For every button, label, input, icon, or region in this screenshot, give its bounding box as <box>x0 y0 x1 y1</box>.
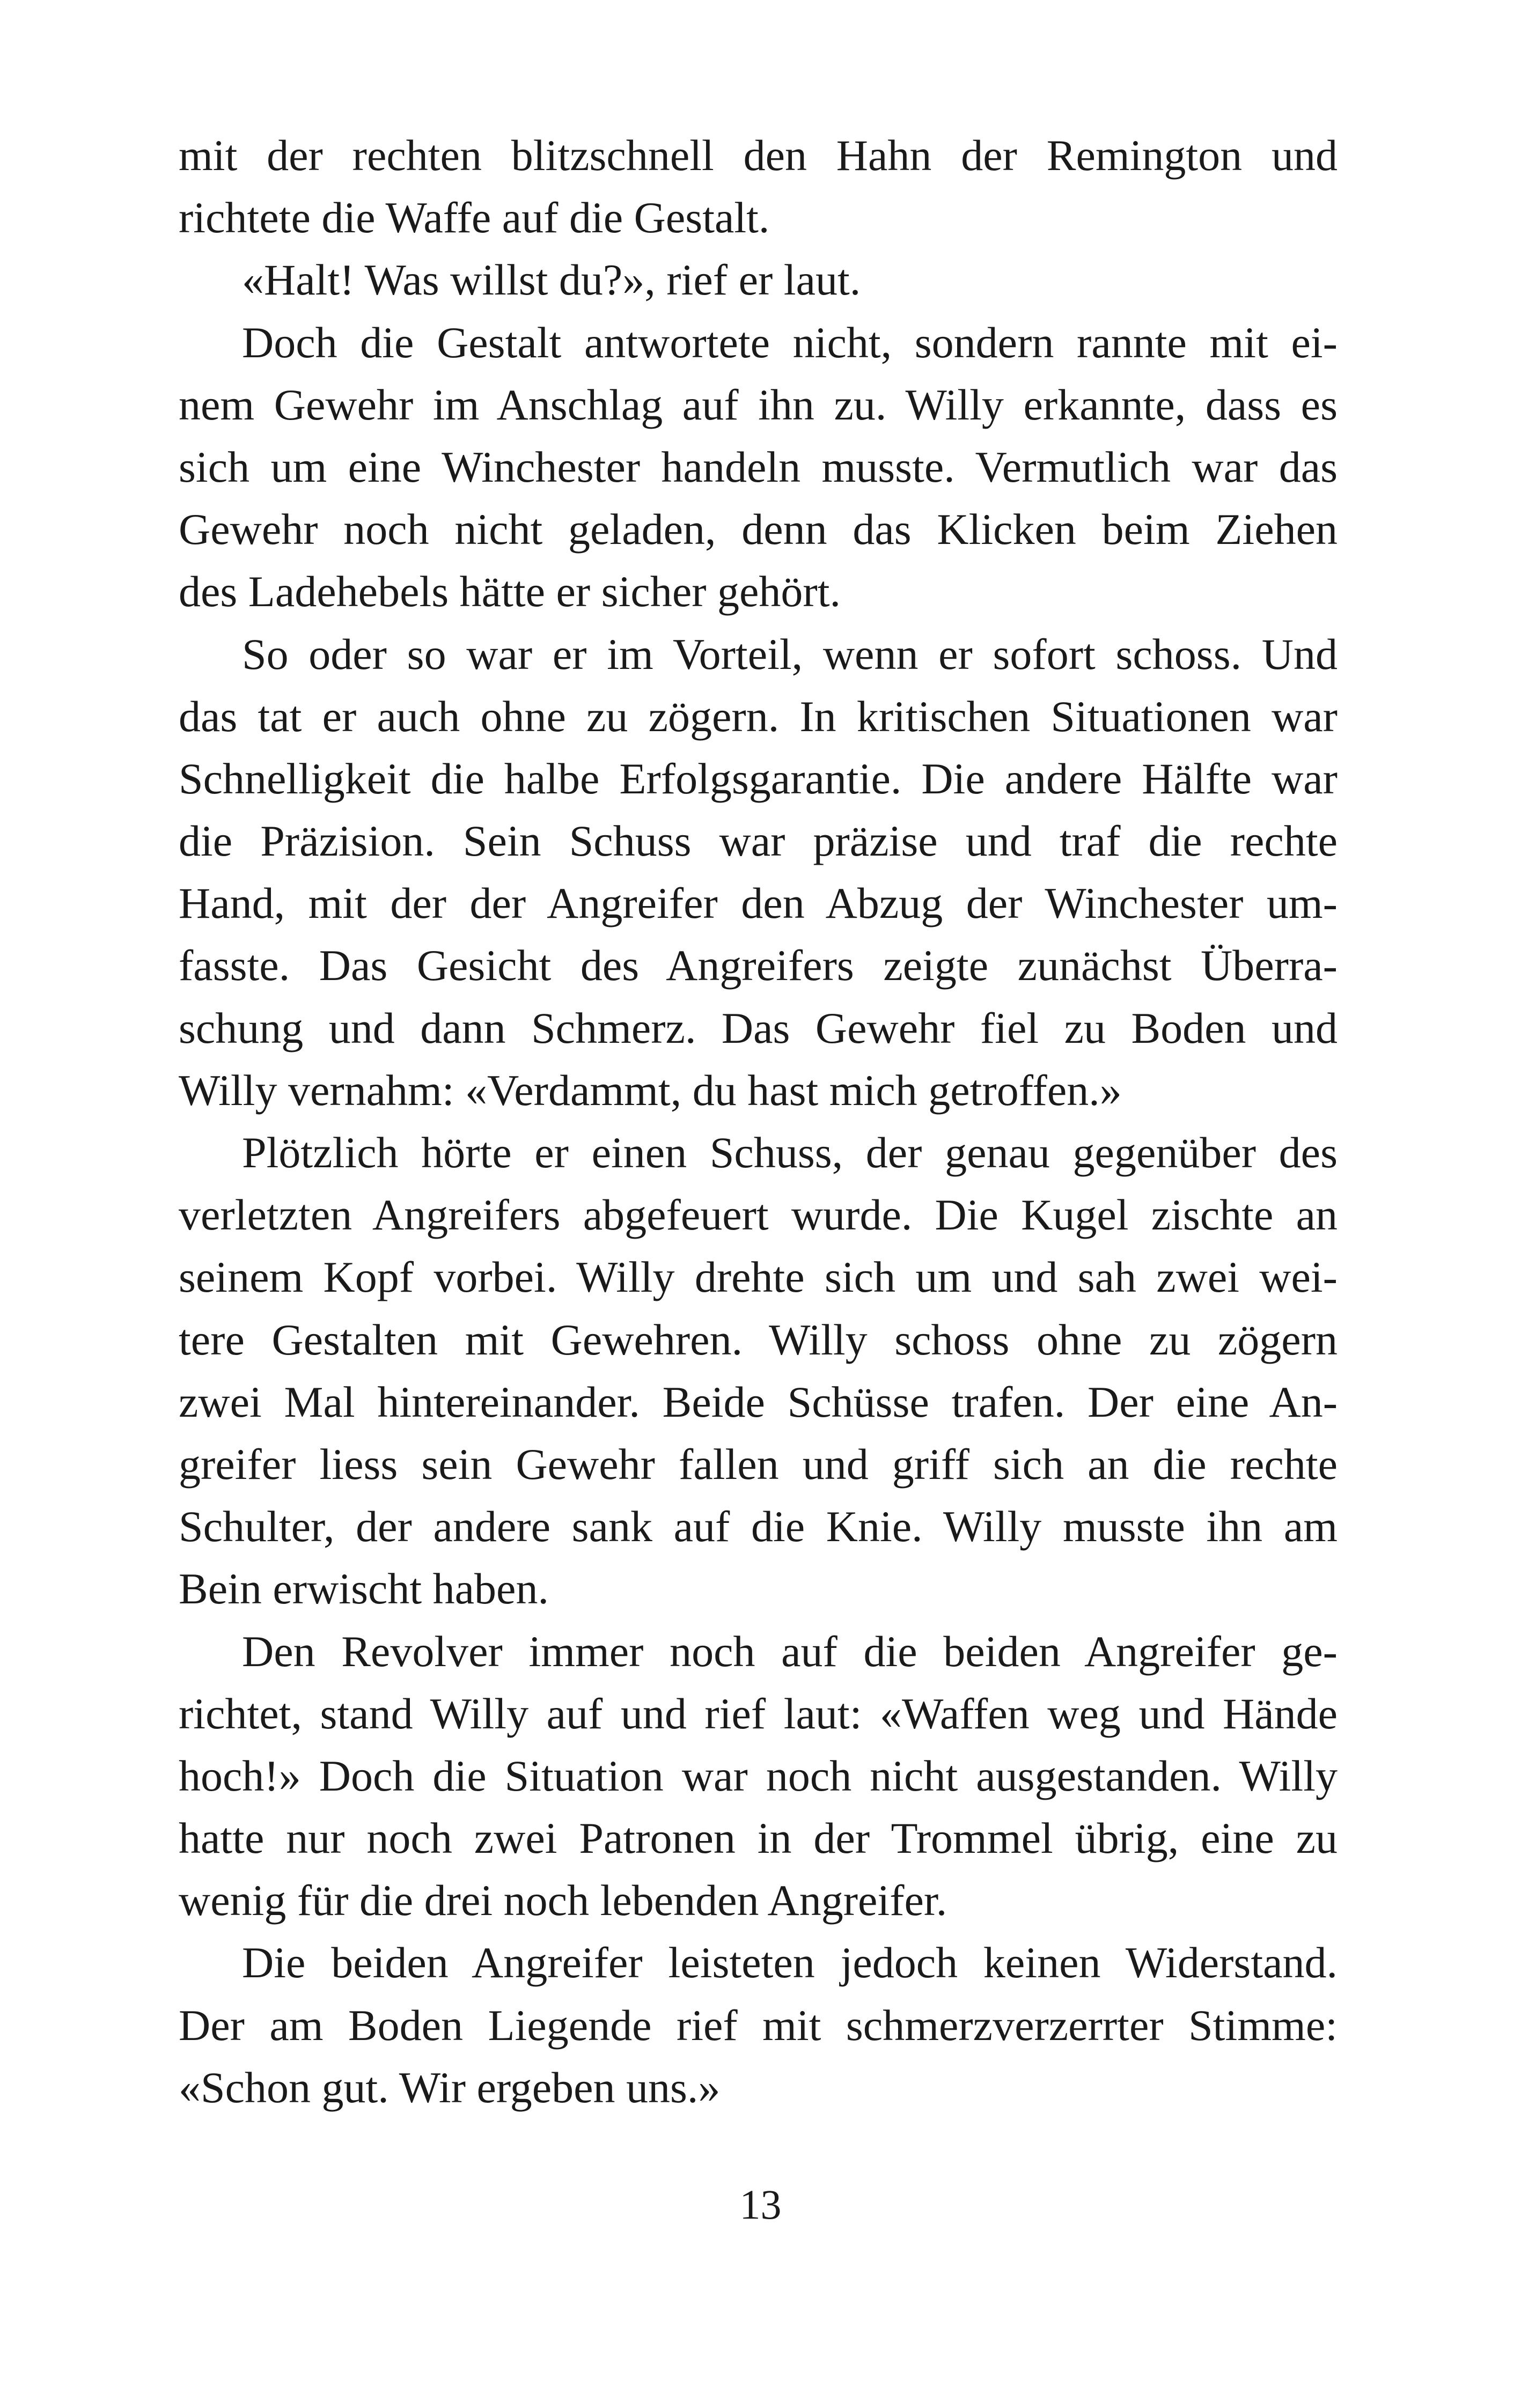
paragraph <box>179 1621 1338 1932</box>
text-line: Hand, mit der der Angreifer den Abzug der Winchester um- <box>179 879 1338 928</box>
text-line: Willy vernahm: «Verdammt, du hast mich getroffen.» <box>179 1065 1122 1115</box>
paragraph <box>179 312 1338 623</box>
text-line: greifer liess sein Gewehr fallen und griff sich an die rechte <box>179 1439 1338 1489</box>
paragraph <box>179 1932 1338 2119</box>
text-line: die Präzision. Sein Schuss war präzise und traf die rechte <box>179 816 1338 866</box>
text-line: Schnelligkeit die halbe Erfolgsgarantie. Die andere Hälfte war <box>179 754 1338 803</box>
page-number: 13 <box>739 2181 782 2228</box>
paragraph <box>179 124 1338 249</box>
text-line: seinem Kopf vorbei. Willy drehte sich um und sah zwei wei- <box>179 1253 1338 1302</box>
text-line: Doch die Gestalt antwortete nicht, sondern rannte mit ei- <box>242 318 1338 367</box>
text-line: Der am Boden Liegende rief mit schmerzverzerrter Stimme: <box>179 2000 1338 2050</box>
text-line: Bein erwischt haben. <box>179 1564 549 1614</box>
body-text <box>179 124 1338 2119</box>
text-line: Die beiden Angreifer leisteten jedoch keinen Widerstand. <box>242 1938 1338 1987</box>
text-line: hatte nur noch zwei Patronen in der Trommel übrig, eine zu <box>179 1814 1338 1863</box>
text-line: des Ladehebels hätte er sicher gehört. <box>179 567 841 616</box>
text-line: So oder so war er im Vorteil, wenn er sofort schoss. Und <box>242 629 1338 679</box>
text-line: das tat er auch ohne zu zögern. In kritischen Situationen war <box>179 691 1338 741</box>
paragraph <box>179 1122 1338 1621</box>
text-line: fasste. Das Gesicht des Angreifers zeigte zunächst Überra- <box>179 941 1338 990</box>
text-line: Plötzlich hörte er einen Schuss, der genau gegenüber des <box>242 1128 1338 1177</box>
text-line: zwei Mal hintereinander. Beide Schüsse trafen. Der eine An- <box>179 1377 1338 1426</box>
text-line: schung und dann Schmerz. Das Gewehr fiel zu Boden und <box>179 1003 1338 1052</box>
paragraph <box>179 249 1338 311</box>
text-line: «Halt! Was willst du?», rief er laut. <box>242 255 861 305</box>
text-line: mit der rechten blitzschnell den Hahn der Remington und <box>179 131 1338 180</box>
text-line: sich um eine Winchester handeln musste. Vermutlich war das <box>179 442 1338 491</box>
text-line: richtete die Waffe auf die Gestalt. <box>179 193 770 242</box>
text-line: verletzten Angreifers abgefeuert wurde. Die Kugel zischte an <box>179 1190 1338 1240</box>
text-line: hoch!» Doch die Situation war noch nicht ausgestanden. Willy <box>179 1751 1338 1800</box>
text-line: Schulter, der andere sank auf die Knie. Willy musste ihn am <box>179 1502 1338 1551</box>
text-line: Gewehr noch nicht geladen, denn das Klicken beim Ziehen <box>179 505 1338 554</box>
text-line: nem Gewehr im Anschlag auf ihn zu. Willy erkannte, dass es <box>179 380 1338 429</box>
text-line: Den Revolver immer noch auf die beiden Angreifer ge- <box>242 1626 1338 1676</box>
text-line: wenig für die drei noch lebenden Angreifer. <box>179 1876 947 1925</box>
text-line: tere Gestalten mit Gewehren. Willy schoss ohne zu zögern <box>179 1315 1338 1364</box>
text-line: richtet, stand Willy auf und rief laut: «Waffen weg und Hände <box>179 1689 1338 1738</box>
text-line: «Schon gut. Wir ergeben uns.» <box>179 2063 721 2112</box>
paragraph <box>179 623 1338 1122</box>
